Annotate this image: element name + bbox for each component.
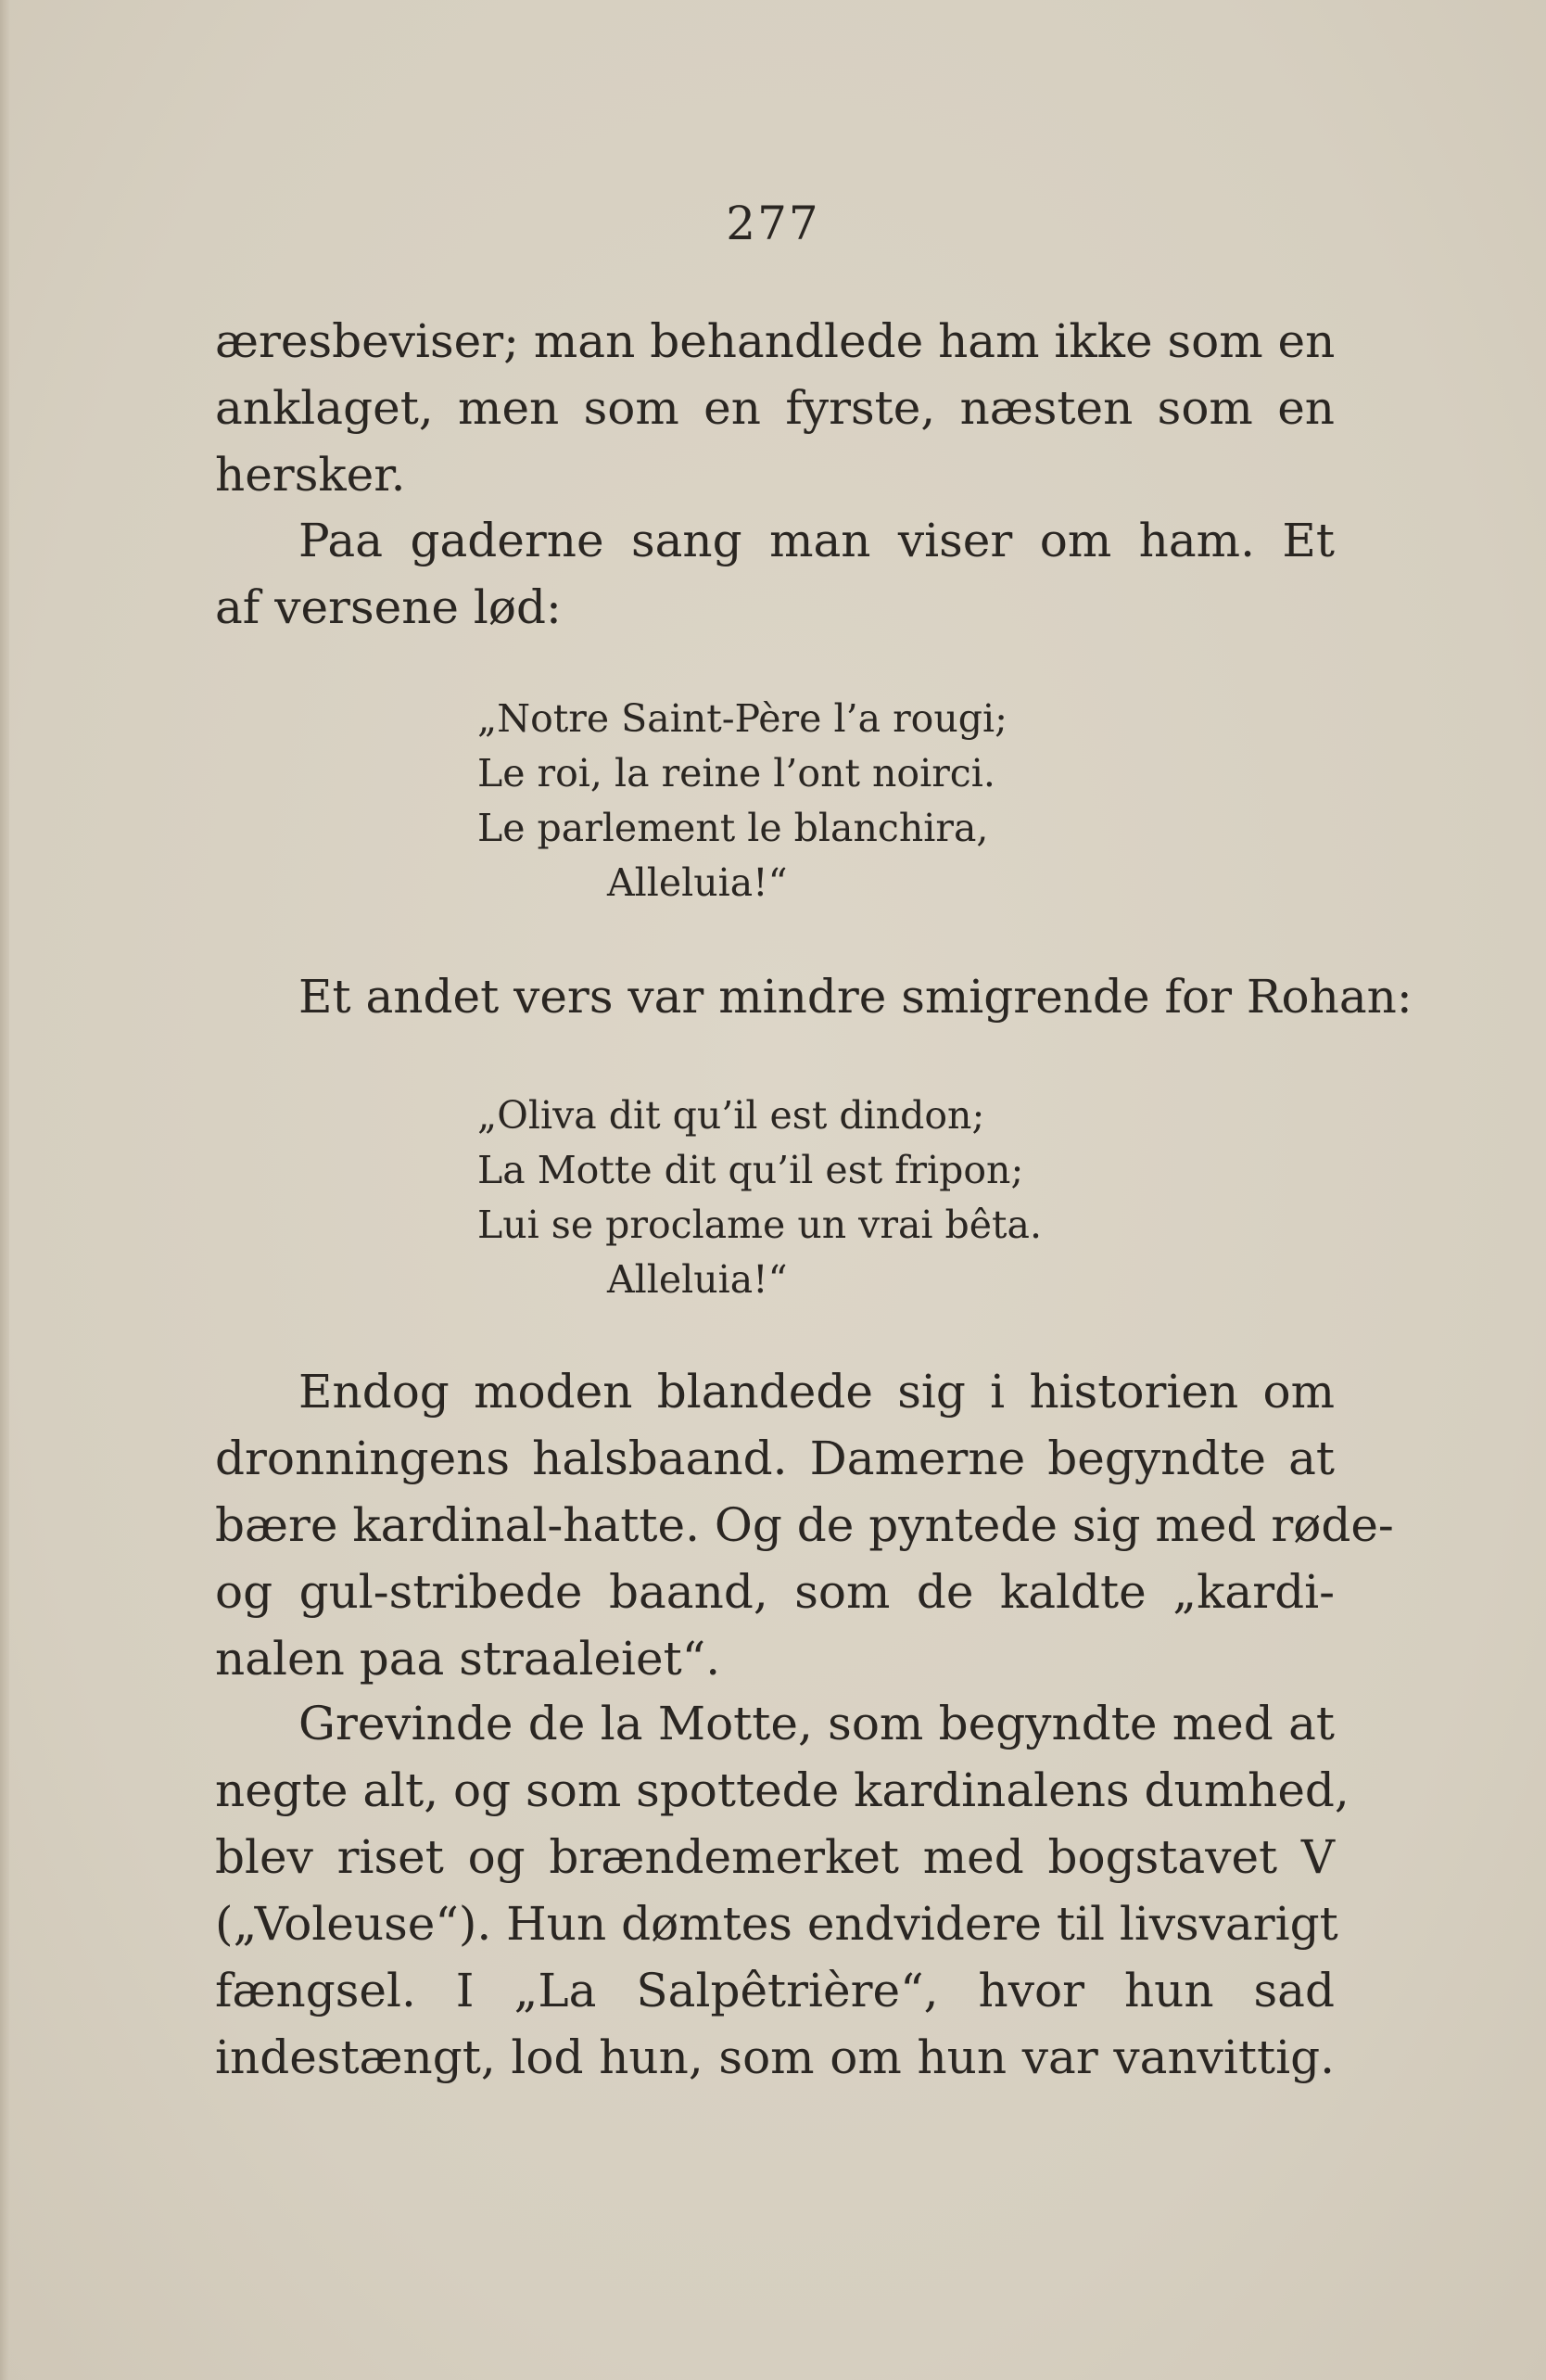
verse-line: La Motte dit qu’il est fripon; [477, 1148, 1024, 1192]
text-line: nalen paa straaleiet“. [215, 1632, 721, 1686]
text-line: hersker. [215, 448, 406, 502]
page-left-edge [0, 0, 9, 2380]
text-line: anklaget, men som en fyrste, næsten som en [215, 381, 1335, 435]
text-line: æresbeviser; man behandlede ham ikke som en [215, 314, 1336, 368]
verse-1 [477, 692, 1007, 910]
paragraph-3 [215, 963, 1413, 1030]
text-line: Grevinde de la Motte, som begyndte med at [298, 1697, 1335, 1750]
text-line: og gul-stribede baand, som de kaldte „kardi- [215, 1565, 1335, 1619]
text-line: negte alt, og som spottede kardinalens dumhed, [215, 1763, 1350, 1817]
text-line: af versene lød: [215, 580, 562, 634]
verse-line: „Notre Saint-Père l’a rougi; [477, 696, 1007, 741]
text-line: blev riset og brændemerket med bogstavet V [215, 1830, 1335, 1884]
paragraph-1 [215, 308, 1335, 508]
paragraph-4 [215, 1358, 1394, 1692]
verse-line: Lui se proclame un vrai bêta. [477, 1203, 1042, 1247]
page-number: 277 [726, 197, 820, 250]
verse-line: Alleluia!“ [607, 1257, 788, 1302]
verse-line: „Oliva dit qu’il est dindon; [477, 1093, 985, 1138]
paragraph-5 [215, 1690, 1350, 2091]
verse-line: Le parlement le blanchira, [477, 806, 989, 850]
text-line: fængsel. I „La Salpêtrière“, hvor hun sad [215, 1964, 1335, 2017]
text-line: Endog moden blandede sig i historien om [298, 1365, 1335, 1419]
text-line: („Voleuse“). Hun dømtes endvidere til livsvarigt [215, 1897, 1338, 1951]
text-line: dronningens halsbaand. Damerne begyndte at [215, 1432, 1335, 1485]
verse-2 [477, 1088, 1042, 1307]
text-line: Et andet vers var mindre smigrende for Rohan: [298, 970, 1413, 1024]
text-line: indestængt, lod hun, som om hun var vanvittig. [215, 2030, 1335, 2084]
paragraph-2 [215, 507, 1335, 641]
text-line: Paa gaderne sang man viser om ham. Et [298, 514, 1335, 567]
verse-line: Le roi, la reine l’ont noirci. [477, 751, 995, 795]
verse-line: Alleluia!“ [607, 860, 788, 905]
text-line: bære kardinal-hatte. Og de pyntede sig med røde- [215, 1498, 1394, 1552]
